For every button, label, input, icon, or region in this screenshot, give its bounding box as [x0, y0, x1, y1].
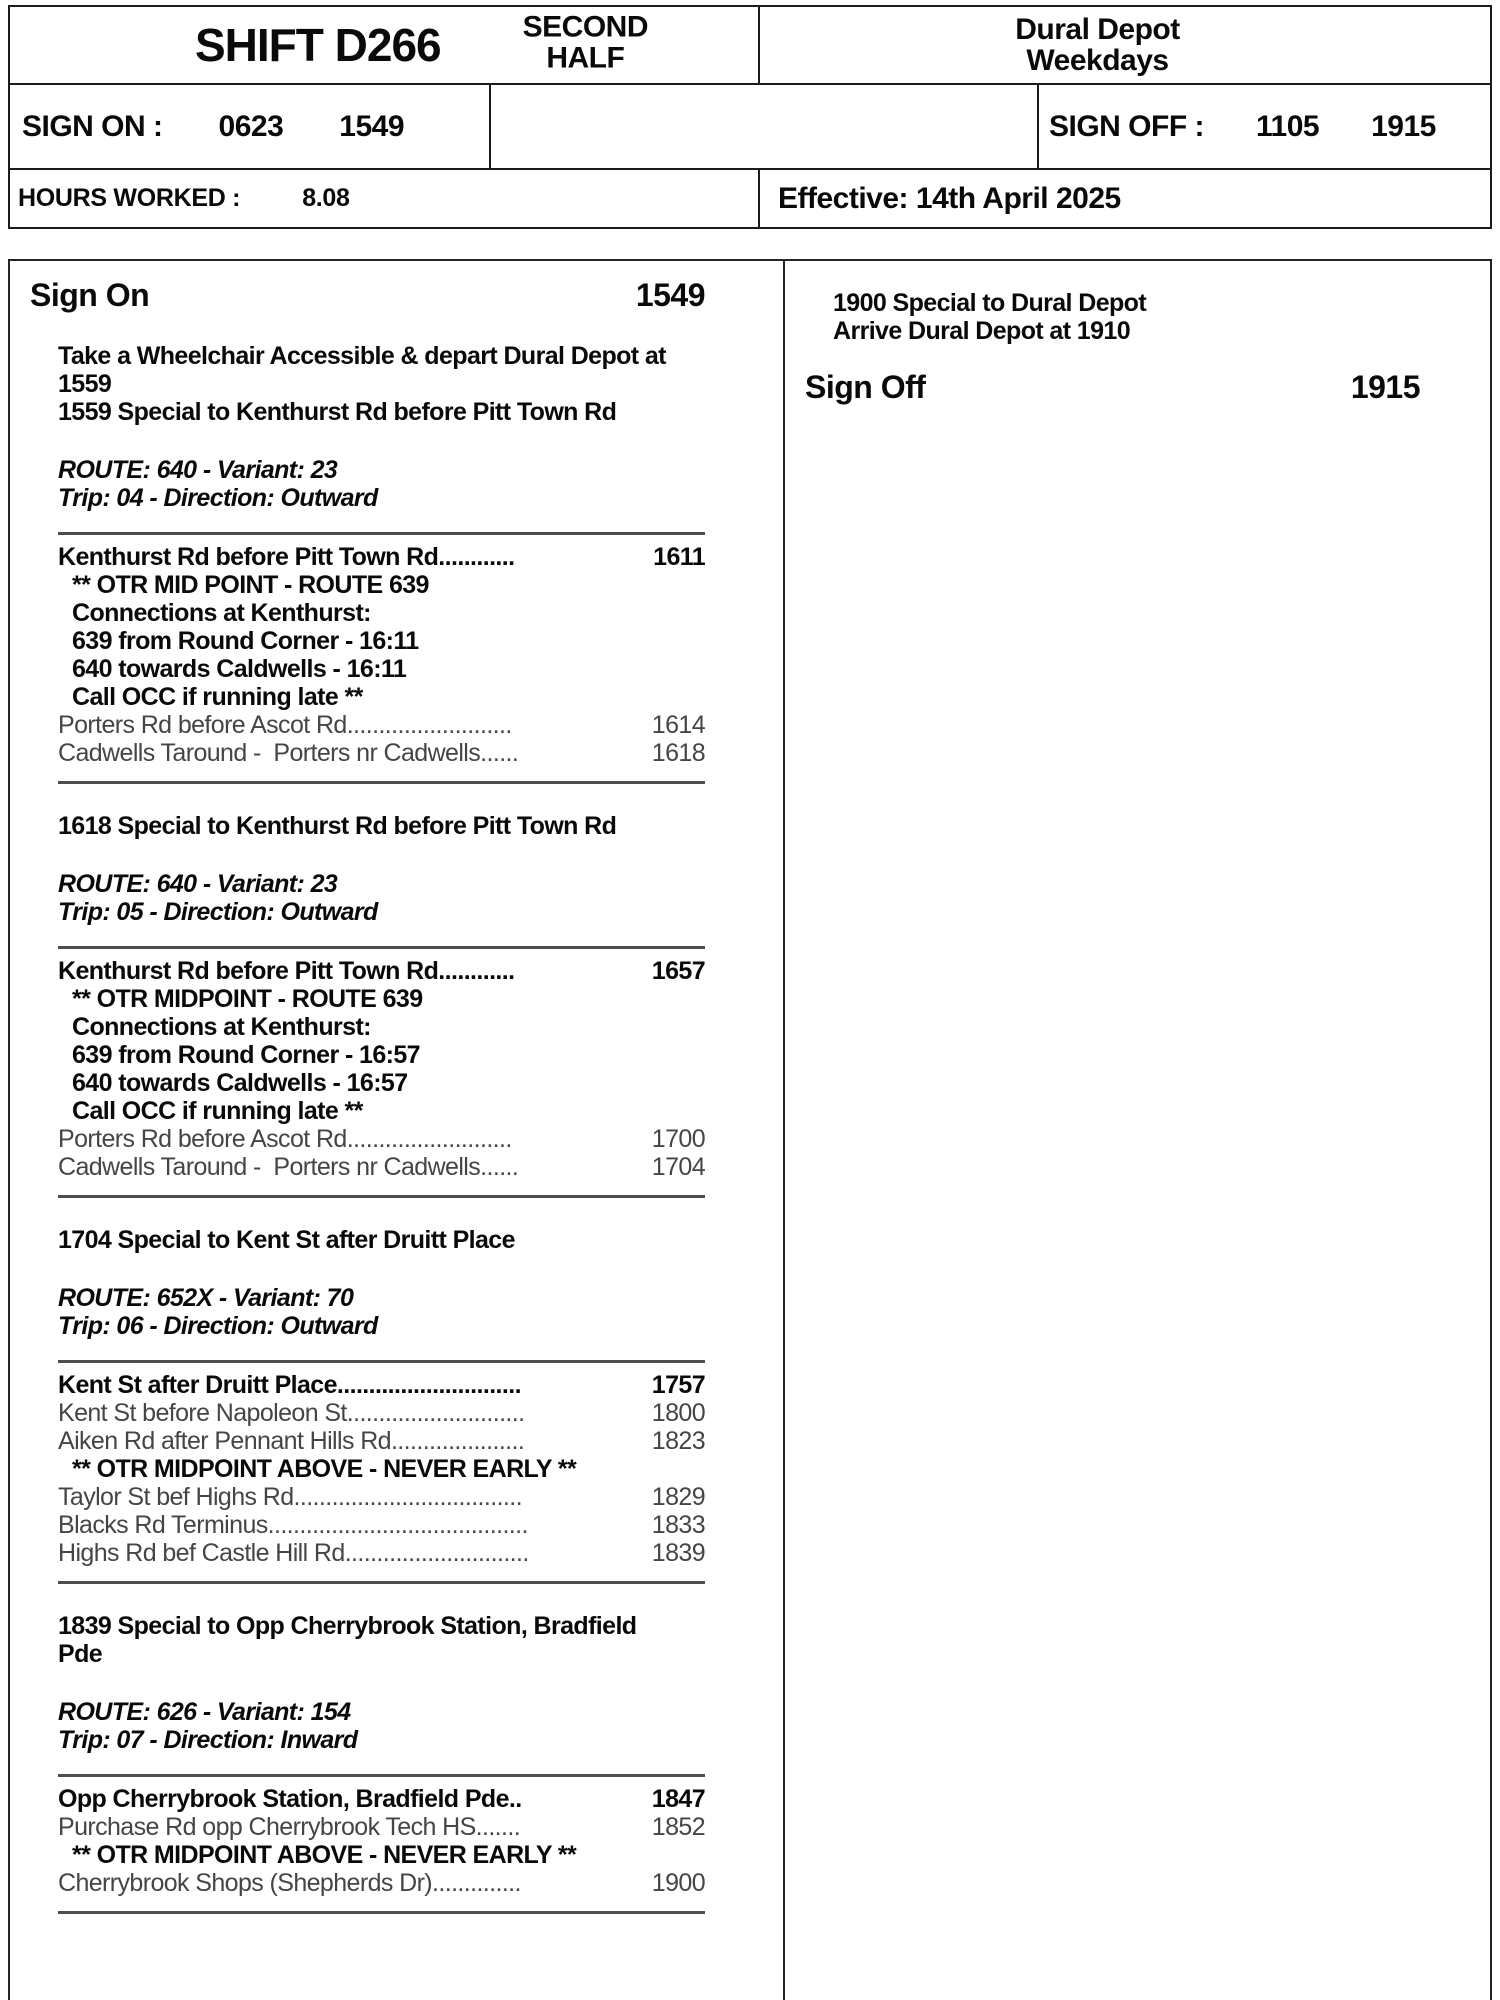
- shift-title: SHIFT D266: [195, 19, 441, 71]
- depot-line1: Dural Depot: [1015, 13, 1180, 46]
- stop-row: [58, 1125, 705, 1153]
- depot-line2: Weekdays: [1026, 44, 1169, 77]
- stop-time: 1700: [651, 1125, 705, 1153]
- header-row-title: [10, 7, 1490, 83]
- stop-name: Highs Rd bef Castle Hill Rd.............................: [58, 1539, 529, 1567]
- stop-row: [58, 1427, 705, 1455]
- stop-name: Taylor St bef Highs Rd....................................: [58, 1483, 522, 1511]
- sign-off-heading-time: 1915: [1350, 369, 1420, 405]
- route-info: [58, 456, 705, 512]
- hours-worked-value: 8.08: [302, 184, 350, 212]
- stop-time: 1847: [651, 1785, 705, 1813]
- stop-time: 1852: [651, 1813, 705, 1841]
- route-info-line: Trip: 05 - Direction: Outward: [58, 898, 378, 926]
- stop-list: [58, 532, 705, 784]
- sign-off-heading-row: [805, 369, 1420, 406]
- sign-on-depot-time: 0623: [218, 109, 284, 143]
- stop-name: Porters Rd before Ascot Rd..........................: [58, 1125, 512, 1153]
- trip-note: [58, 342, 705, 426]
- route-info-line: Trip: 04 - Direction: Outward: [58, 484, 378, 512]
- sign-on-shift-time: 1549: [339, 109, 405, 143]
- stop-name: Kenthurst Rd before Pitt Town Rd............: [58, 543, 515, 571]
- alert-line: 639 from Round Corner - 16:11: [72, 627, 419, 655]
- right-column: [785, 261, 1490, 2000]
- alert-line: 640 towards Caldwells - 16:11: [72, 655, 407, 683]
- stop-name: Cadwells Taround - Porters nr Cadwells......: [58, 1153, 519, 1181]
- stop-row: [58, 1399, 705, 1427]
- stop-list: [58, 946, 705, 1198]
- trip-blocks: [30, 342, 705, 1914]
- route-info-line: Trip: 06 - Direction: Outward: [58, 1312, 378, 1340]
- stop-time: 1800: [651, 1399, 705, 1427]
- stop-row: [58, 711, 705, 739]
- stop-name: Cherrybrook Shops (Shepherds Dr)..............: [58, 1869, 521, 1897]
- alert-line: Connections at Kenthurst:: [72, 599, 371, 627]
- stop-row: [58, 1869, 705, 1897]
- trip-note-line: 1559: [58, 370, 112, 398]
- stop-time: 1833: [651, 1511, 705, 1539]
- stop-name: Porters Rd before Ascot Rd..........................: [58, 711, 512, 739]
- stop-name: Kenthurst Rd before Pitt Town Rd............: [58, 957, 515, 985]
- second-half-line1: SECOND: [522, 10, 648, 44]
- stop-row: [58, 1511, 705, 1539]
- route-info-line: Trip: 07 - Direction: Inward: [58, 1726, 358, 1754]
- route-info: [58, 870, 705, 926]
- hours-worked-label: HOURS WORKED :: [18, 184, 241, 212]
- left-column: [10, 261, 785, 2000]
- route-info: [58, 1284, 705, 1340]
- route-info-line: ROUTE: 640 - Variant: 23: [58, 870, 338, 898]
- stop-name: Kent St after Druitt Place.............................: [58, 1371, 521, 1399]
- stop-time: 1900: [651, 1869, 705, 1897]
- trip-note-line: 1559 Special to Kenthurst Rd before Pitt Town Rd: [58, 398, 617, 426]
- trip-note-line: 1618 Special to Kenthurst Rd before Pitt Town Rd: [58, 812, 617, 840]
- depot-cell: [758, 7, 1490, 83]
- alert-line: 639 from Round Corner - 16:57: [72, 1041, 420, 1069]
- stop-time: 1757: [651, 1371, 705, 1399]
- route-info: [58, 1698, 705, 1754]
- effective-date: Effective: 14th April 2025: [778, 181, 1121, 215]
- stop-name: Opp Cherrybrook Station, Bradfield Pde..: [58, 1785, 522, 1813]
- second-half-label: [523, 12, 648, 74]
- stop-row: [58, 1539, 705, 1567]
- stop-time: 1704: [651, 1153, 705, 1181]
- sign-on-heading-row: [30, 277, 705, 314]
- stop-time: 1829: [651, 1483, 705, 1511]
- alert-line: Connections at Kenthurst:: [72, 1013, 371, 1041]
- stop-time: 1611: [653, 543, 705, 571]
- stop-list: [58, 1360, 705, 1584]
- alert-line: ** OTR MID POINT - ROUTE 639: [72, 571, 429, 599]
- shift-title-cell: [10, 7, 758, 83]
- trip-note-line: Pde: [58, 1640, 103, 1668]
- timetable-body: [8, 259, 1492, 2000]
- sign-off-shift-time: 1915: [1371, 109, 1436, 143]
- stop-row: [58, 1153, 705, 1181]
- stop-row: [58, 957, 705, 985]
- stop-name: Purchase Rd opp Cherrybrook Tech HS.......: [58, 1813, 521, 1841]
- stop-list: [58, 1774, 705, 1914]
- trip-note: [58, 1612, 705, 1668]
- stop-row: [58, 1813, 705, 1841]
- sign-on-cell: [10, 85, 489, 168]
- alert-line: Call OCC if running late **: [72, 1097, 363, 1125]
- trip-note: [58, 812, 705, 840]
- empty-cell: [489, 85, 1037, 168]
- header-row-meta: [10, 168, 1490, 227]
- sign-on-label: SIGN ON :: [22, 109, 163, 143]
- route-info-line: ROUTE: 652X - Variant: 70: [58, 1284, 354, 1312]
- stop-row: [58, 543, 705, 571]
- stop-time: 1823: [651, 1427, 705, 1455]
- final-trip-note-line: 1900 Special to Dural Depot: [833, 289, 1147, 317]
- second-half-line2: HALF: [546, 41, 625, 75]
- stop-row: [58, 1371, 705, 1399]
- hours-worked-cell: [10, 170, 758, 227]
- stop-name: Aiken Rd after Pennant Hills Rd.....................: [58, 1427, 525, 1455]
- route-info-line: ROUTE: 626 - Variant: 154: [58, 1698, 351, 1726]
- header-table: [8, 5, 1492, 229]
- alert-line: 640 towards Caldwells - 16:57: [72, 1069, 408, 1097]
- stop-name: Blacks Rd Terminus.........................................: [58, 1511, 528, 1539]
- sign-on-heading-time: 1549: [635, 277, 705, 313]
- final-trip-note: [833, 289, 1420, 345]
- sign-off-cell: [1037, 85, 1490, 168]
- sign-off-depot-time: 1105: [1256, 109, 1320, 143]
- final-trip-note-line: Arrive Dural Depot at 1910: [833, 317, 1131, 345]
- alert-line: Call OCC if running late **: [72, 683, 363, 711]
- depot-label: [1015, 14, 1180, 76]
- alert-line: ** OTR MIDPOINT ABOVE - NEVER EARLY **: [72, 1841, 577, 1869]
- sign-off-heading: Sign Off: [805, 369, 926, 405]
- trip-note: [58, 1226, 705, 1254]
- stop-time: 1657: [651, 957, 705, 985]
- stop-time: 1614: [651, 711, 705, 739]
- stop-time: 1618: [651, 739, 705, 767]
- sign-off-label: SIGN OFF :: [1049, 109, 1204, 143]
- sign-on-heading: Sign On: [30, 277, 150, 313]
- stop-row: [58, 1483, 705, 1511]
- route-info-line: ROUTE: 640 - Variant: 23: [58, 456, 338, 484]
- trip-note-line: 1839 Special to Opp Cherrybrook Station, Bradfield: [58, 1612, 637, 1640]
- stop-row: [58, 1785, 705, 1813]
- trip-note-line: Take a Wheelchair Accessible & depart Dural Depot at: [58, 342, 666, 370]
- stop-name: Cadwells Taround - Porters nr Cadwells......: [58, 739, 519, 767]
- stop-time: 1839: [651, 1539, 705, 1567]
- alert-line: ** OTR MIDPOINT - ROUTE 639: [72, 985, 423, 1013]
- effective-date-cell: [758, 170, 1490, 227]
- stop-row: [58, 739, 705, 767]
- trip-note-line: 1704 Special to Kent St after Druitt Place: [58, 1226, 515, 1254]
- header-row-sign: [10, 83, 1490, 168]
- alert-line: ** OTR MIDPOINT ABOVE - NEVER EARLY **: [72, 1455, 577, 1483]
- stop-name: Kent St before Napoleon St............................: [58, 1399, 525, 1427]
